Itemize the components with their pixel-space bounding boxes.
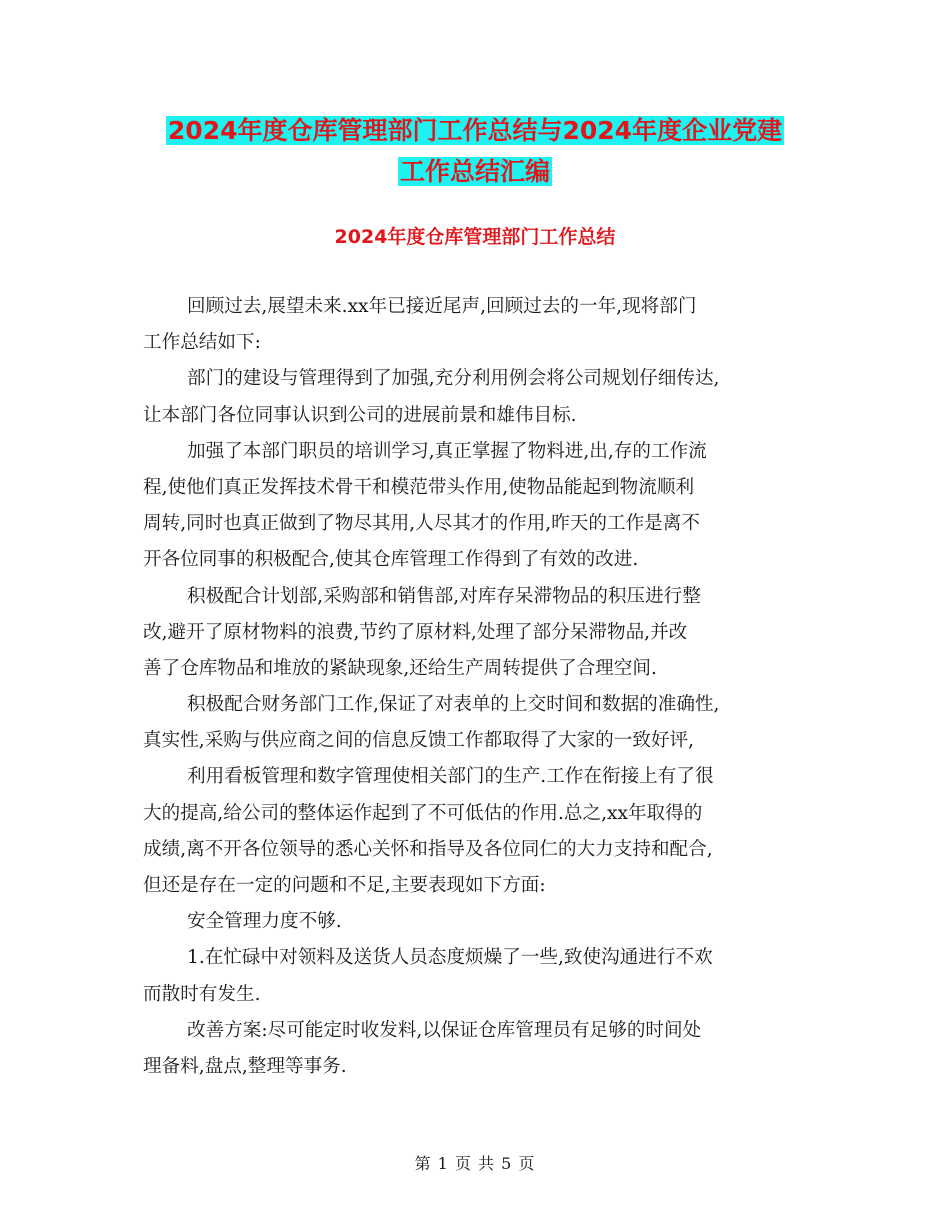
paragraph-line: 周转,同时也真正做到了物尽其用,人尽其才的作用,昨天的工作是离不 [143,513,700,535]
paragraph-line: 让本部门各位同事认识到公司的进展前景和雄伟目标. [143,404,577,426]
paragraph-line: 改,避开了原材物料的浪费,节约了原材料,处理了部分呆滞物品,并改 [143,621,688,643]
paragraph-line: 善了仓库物品和堆放的紧缺现象,还给生产周转提供了合理空间. [143,657,657,679]
section-title: 2024年度仓库管理部门工作总结 [334,226,616,248]
paragraph-line: 工作总结如下: [143,332,261,354]
paragraph-line: 1.在忙碌中对领料及送货人员态度烦燥了一些,致使沟通进行不欢 [187,947,713,969]
paragraph-line: 大的提高,给公司的整体运作起到了不可低估的作用.总之,xx年取得的 [143,802,703,824]
main-title-line-1: 2024年度仓库管理部门工作总结与2024年度企业党建 [167,116,783,145]
main-title-line-2: 工作总结汇编 [399,157,550,186]
paragraph-line: 回顾过去,展望未来.xx年已接近尾声,回顾过去的一年,现将部门 [187,296,697,317]
paragraph-line: 但还是存在一定的问题和不足,主要表现如下方面: [143,875,546,896]
paragraph-line: 改善方案:尽可能定时收发料,以保证仓库管理员有足够的时间处 [187,1019,702,1041]
paragraph-line: 部门的建设与管理得到了加强,充分利用例会将公司规划仔细传达, [187,368,720,390]
paragraph-line: 而散时有发生. [143,983,261,1005]
page-footer: 第 1 页 共 5 页 [414,1154,536,1173]
document-body [143,289,815,1085]
paragraph-line: 加强了本部门职员的培训学习,真正掌握了物料进,出,存的工作流 [187,440,707,462]
paragraph-line: 开各位同事的积极配合,使其仓库管理工作得到了有效的改进. [143,549,639,571]
paragraph-line: 安全管理力度不够. [187,911,342,933]
paragraph-line: 成绩,离不开各位领导的悉心关怀和指导及各位同仁的大力支持和配合, [143,838,713,860]
paragraph-line: 程,使他们真正发挥技术骨干和模范带头作用,使物品能起到物流顺利 [143,476,695,498]
paragraph-line: 利用看板管理和数字管理使相关部门的生产.工作在衔接上有了很 [187,766,714,788]
paragraph-line: 积极配合计划部,采购部和销售部,对库存呆滞物品的积压进行整 [187,585,701,607]
paragraph-line: 真实性,采购与供应商之间的信息反馈工作都取得了大家的一致好评, [143,730,695,752]
paragraph-line: 理备料,盘点,整理等事务. [143,1055,347,1077]
paragraph-line: 积极配合财务部门工作,保证了对表单的上交时间和数据的准确性, [187,694,720,716]
